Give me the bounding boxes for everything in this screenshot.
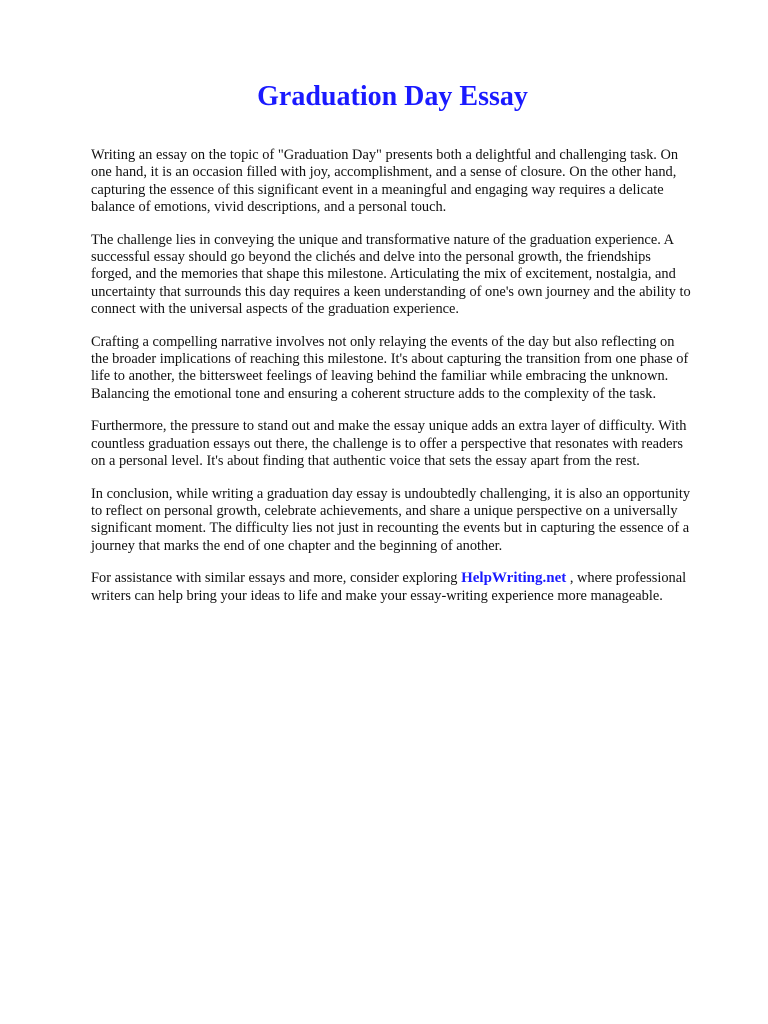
paragraph-pressure: Furthermore, the pressure to stand out and make the essay unique adds an extra layer of difficulty. With countless graduation essays out there, the challenge is to offer a perspective that resonates with readers on a personal level. It's about finding that authentic voice that sets the essay apart from the rest. xyxy=(91,418,687,470)
paragraph-intro: Writing an essay on the topic of "Graduation Day" presents both a delightful and challenging task. On one hand, it is an occasion filled with joy, accomplishment, and a sense of closure. On the other hand, capturing the essence of this significant event in a meaningful and engaging way requires a delicate balance of emotions, vivid descriptions, and a personal touch. xyxy=(91,147,679,216)
helpwriting-link[interactable]: HelpWriting.net xyxy=(461,570,567,587)
closing-text-after-link: , where professional writers can help bring your ideas to life and make your essay-writing experience more manageable. xyxy=(91,570,687,604)
paragraph-challenge: The challenge lies in conveying the unique and transformative nature of the graduation experience. A successful essay should go beyond the clichés and delve into the personal growth, the friendships forged, and the memories that shape this milestone. Articulating the mix of excitement, nostalgia, and uncertainty that surrounds this day requires a keen understanding of one's own journey and the ability to connect with the universal aspects of the graduation experience. xyxy=(91,231,691,318)
closing-text-before-link: For assistance with similar essays and more, consider exploring xyxy=(91,570,462,587)
page-title: Graduation Day Essay xyxy=(257,81,528,112)
paragraph-closing xyxy=(91,570,694,605)
paragraph-narrative: Crafting a compelling narrative involves not only relaying the events of the day but also reflecting on the broader implications of reaching this milestone. It's about capturing the transition from one phase of life to another, the bittersweet feelings of leaving behind the familiar while embracing the unknown. Balancing the emotional tone and ensuring a coherent structure adds to the complexity of the task. xyxy=(91,333,689,402)
paragraph-conclusion: In conclusion, while writing a graduation day essay is undoubtedly challenging, it is also an opportunity to reflect on personal growth, celebrate achievements, and share a unique perspective on a universally significant moment. The difficulty lies not just in recounting the events but in capturing the essence of a journey that marks the end of one chapter and the beginning of another. xyxy=(91,485,691,554)
